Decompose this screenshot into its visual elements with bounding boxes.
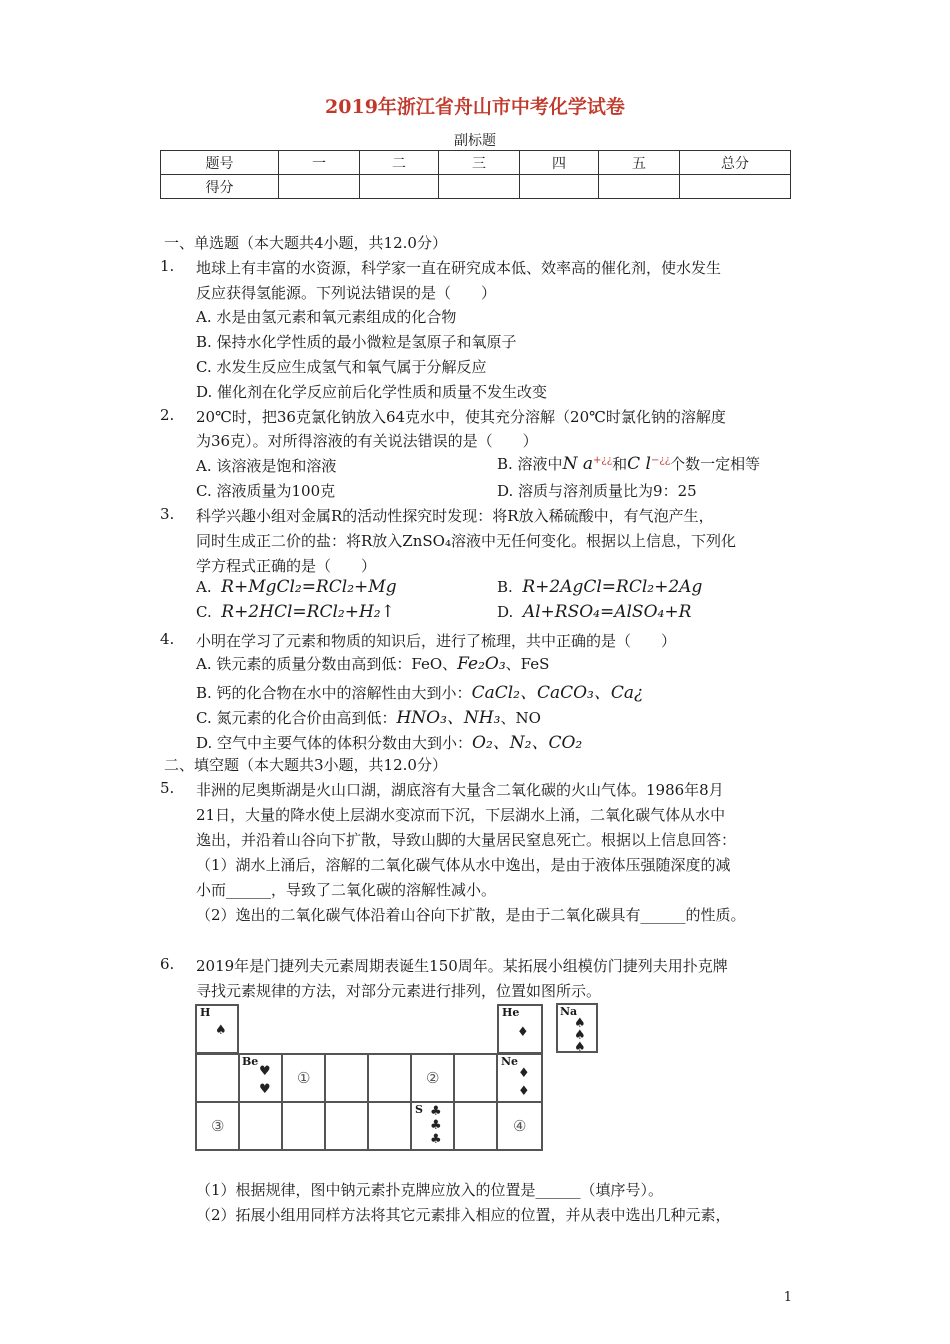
option-text: C. 氮元素的化合价由高到低：: [196, 709, 397, 727]
slot-number: ③: [211, 1117, 225, 1135]
option-b-prefix: B. 溶液中: [497, 455, 563, 473]
option-d[interactable]: [196, 728, 582, 753]
card-helium: [497, 1004, 543, 1054]
superscript: +¿¿: [592, 455, 613, 466]
question-stem: 小明在学习了元素和物质的知识后，进行了梳理，共中正确的是（ ）: [196, 632, 677, 650]
section-heading-1: 一、单选题（本大题共4小题，共12.0分）: [164, 234, 447, 252]
question-number: 1.: [160, 257, 175, 275]
spade-icon: ♠: [574, 1028, 586, 1043]
club-icon: ♣: [430, 1118, 442, 1133]
question-stem: 地球上有丰富的水资源，科学家一直在研究成本低、效率高的催化剂，使水发生: [196, 259, 722, 277]
sub-question: 小而______，导致了二氧化碳的溶解性减小。: [196, 881, 497, 899]
grid-cell: [238, 1101, 283, 1151]
score-header: 一: [279, 151, 360, 175]
option-label: A.: [196, 578, 212, 596]
option-text: A. 铁元素的质量分数由高到低：FeO、: [196, 655, 458, 673]
question-text: 逸出，并沿着山谷向下扩散，导致山脚的大量居民窒息死亡。根据以上信息回答：: [196, 831, 737, 849]
card-sodium: [556, 1003, 598, 1053]
score-table-header-row: [161, 151, 791, 175]
question-number: 4.: [160, 630, 175, 648]
grid-cell: [453, 1053, 498, 1103]
slot-3[interactable]: [195, 1101, 240, 1151]
card-hydrogen: [195, 1004, 239, 1054]
question-stem: 反应获得氢能源。下列说法错误的是（ ）: [196, 284, 497, 302]
score-row-label: 得分: [161, 175, 279, 199]
option-text: 、FeS: [505, 655, 550, 673]
subtitle: 副标题: [454, 133, 496, 149]
score-table: [160, 150, 791, 199]
score-cell[interactable]: [360, 175, 439, 199]
diamond-icon: ♦: [518, 1066, 530, 1081]
option-text: 、NO: [500, 709, 541, 727]
option-a[interactable]: A. 该溶液是饱和溶液: [196, 457, 337, 475]
option-a[interactable]: [196, 653, 549, 674]
formula: Fe₂O₃: [457, 654, 506, 674]
slot-number: ④: [513, 1117, 527, 1135]
option-a[interactable]: [196, 577, 397, 597]
option-d[interactable]: [497, 602, 691, 622]
card-sulfur: [410, 1101, 455, 1151]
diamond-icon: ♦: [518, 1084, 530, 1099]
option-text: D. 空气中主要气体的体积分数由大到小：: [196, 734, 473, 752]
card-beryllium: [238, 1053, 283, 1103]
card-label: He: [502, 1006, 520, 1019]
question-number: 5.: [160, 779, 175, 797]
option-d[interactable]: D. 溶质与溶剂质量比为9：25: [497, 482, 697, 500]
option-label: B.: [497, 578, 513, 596]
card-label: H: [200, 1006, 211, 1019]
spade-icon: ♠: [574, 1040, 586, 1055]
sub-question: （2）逸出的二氧化碳气体沿着山谷向下扩散，是由于二氧化碳具有______的性质。: [196, 906, 746, 924]
option-d[interactable]: D. 催化剂在化学反应前后化学性质和质量不发生改变: [196, 383, 548, 401]
card-neon: [496, 1053, 543, 1103]
option-b[interactable]: [497, 453, 760, 474]
sub-question: （2）拓展小组用同样方法将其它元素排入相应的位置，并从表中选出几种元素，: [196, 1206, 731, 1224]
question-number: 2.: [160, 406, 175, 424]
grid-cell: [324, 1101, 369, 1151]
option-c[interactable]: [196, 602, 395, 622]
score-cell[interactable]: [520, 175, 599, 199]
option-label: C.: [196, 603, 212, 621]
slot-2[interactable]: [410, 1053, 455, 1103]
diamond-icon: ♦: [517, 1025, 529, 1040]
option-b-suffix: 个数一定相等: [670, 455, 761, 473]
option-b[interactable]: B. 保持水化学性质的最小微粒是氢原子和氧原子: [196, 333, 517, 351]
question-stem: 为36克）。对所得溶液的有关说法错误的是（ ）: [196, 432, 538, 450]
option-c[interactable]: [196, 703, 541, 728]
formula: O₂、N₂、CO₂: [472, 733, 583, 753]
question-stem: 学方程式正确的是（ ）: [196, 557, 377, 575]
equation: Al+RSO₄=AlSO₄+R: [522, 602, 692, 622]
option-b[interactable]: [497, 577, 702, 597]
section-heading-2: 二、填空题（本大题共3小题，共12.0分）: [164, 756, 447, 774]
equation: R+2HCl=RCl₂+H₂↑: [221, 602, 395, 622]
heart-icon: ♥: [259, 1082, 271, 1097]
grid-cell: [367, 1053, 412, 1103]
sub-question: （1）湖水上涌后，溶解的二氧化碳气体从水中逸出，是由于液体压强随深度的减: [196, 856, 731, 874]
grid-cell: [367, 1101, 412, 1151]
club-icon: ♣: [430, 1104, 442, 1119]
score-header: 四: [520, 151, 599, 175]
score-header: 题号: [161, 151, 279, 175]
question-text: 寻找元素规律的方法，对部分元素进行排列，位置如图所示。: [196, 982, 602, 1000]
superscript: −¿¿: [650, 455, 671, 466]
formula: CaCl₂、CaCO₃、Ca¿: [471, 683, 644, 703]
score-header: 三: [439, 151, 520, 175]
grid-cell: [453, 1101, 498, 1151]
slot-4[interactable]: [496, 1101, 543, 1151]
equation: R+2AgCl=RCl₂+2Ag: [522, 577, 703, 597]
option-a[interactable]: A. 水是由氢元素和氧元素组成的化合物: [196, 308, 457, 326]
question-stem: 20℃时，把36克氯化钠放入64克水中，使其充分溶解（20℃时氯化钠的溶解度: [196, 408, 726, 426]
question-text: 21日，大量的降水使上层湖水变凉而下沉，下层湖水上涌，二氧化碳气体从水中: [196, 806, 726, 824]
grid-cell: [195, 1053, 240, 1103]
page-title: 2019年浙江省舟山市中考化学试卷: [325, 96, 625, 118]
question-number: 6.: [160, 955, 175, 973]
question-text: 2019年是门捷列夫元素周期表诞生150周年。某拓展小组模仿门捷列夫用扑克牌: [196, 957, 728, 975]
page-number: 1: [783, 1290, 792, 1305]
card-label: S: [415, 1103, 423, 1116]
score-header: 五: [599, 151, 680, 175]
grid-cell: [324, 1053, 369, 1103]
formula: HNO₃、NH₃: [396, 708, 501, 728]
conjunction: 和: [612, 455, 628, 473]
club-icon: ♣: [430, 1132, 442, 1147]
equation: R+MgCl₂=RCl₂+Mg: [221, 577, 397, 597]
sub-question: （1）根据规律，图中钠元素扑克牌应放入的位置是______（填序号）。: [196, 1181, 664, 1199]
question-number: 3.: [160, 505, 175, 523]
score-cell[interactable]: [439, 175, 520, 199]
option-text: B. 钙的化合物在水中的溶解性由大到小：: [196, 684, 472, 702]
heart-icon: ♥: [259, 1064, 271, 1079]
card-label: Na: [560, 1005, 578, 1018]
slot-1[interactable]: [281, 1053, 326, 1103]
question-stem: 同时生成正二价的盐：将R放入ZnSO₄溶液中无任何变化。根据以上信息，下列化: [196, 532, 736, 550]
score-cell[interactable]: [680, 175, 791, 199]
score-table-row: [161, 175, 791, 199]
option-b[interactable]: [196, 678, 643, 703]
question-stem: 科学兴趣小组对金属R的活动性探究时发现：将R放入稀硫酸中，有气泡产生，: [196, 507, 714, 525]
score-cell[interactable]: [599, 175, 680, 199]
option-c[interactable]: C. 水发生反应生成氢气和氧气属于分解反应: [196, 358, 487, 376]
option-c[interactable]: C. 溶液质量为100克: [196, 482, 336, 500]
chloride-ion: C l: [627, 454, 651, 474]
option-label: D.: [497, 603, 514, 621]
spade-icon: ♠: [215, 1023, 227, 1038]
slot-number: ②: [426, 1069, 440, 1087]
slot-number: ①: [297, 1069, 311, 1087]
card-label: Be: [242, 1055, 259, 1068]
score-cell[interactable]: [279, 175, 360, 199]
sodium-ion: N a: [562, 454, 593, 474]
score-header: 总分: [680, 151, 791, 175]
question-text: 非洲的尼奥斯湖是火山口湖，湖底溶有大量含二氧化碳的火山气体。1986年8月: [196, 781, 724, 799]
score-header: 二: [360, 151, 439, 175]
card-label: Ne: [501, 1055, 519, 1068]
grid-cell: [281, 1101, 326, 1151]
spade-icon: ♠: [574, 1016, 586, 1031]
